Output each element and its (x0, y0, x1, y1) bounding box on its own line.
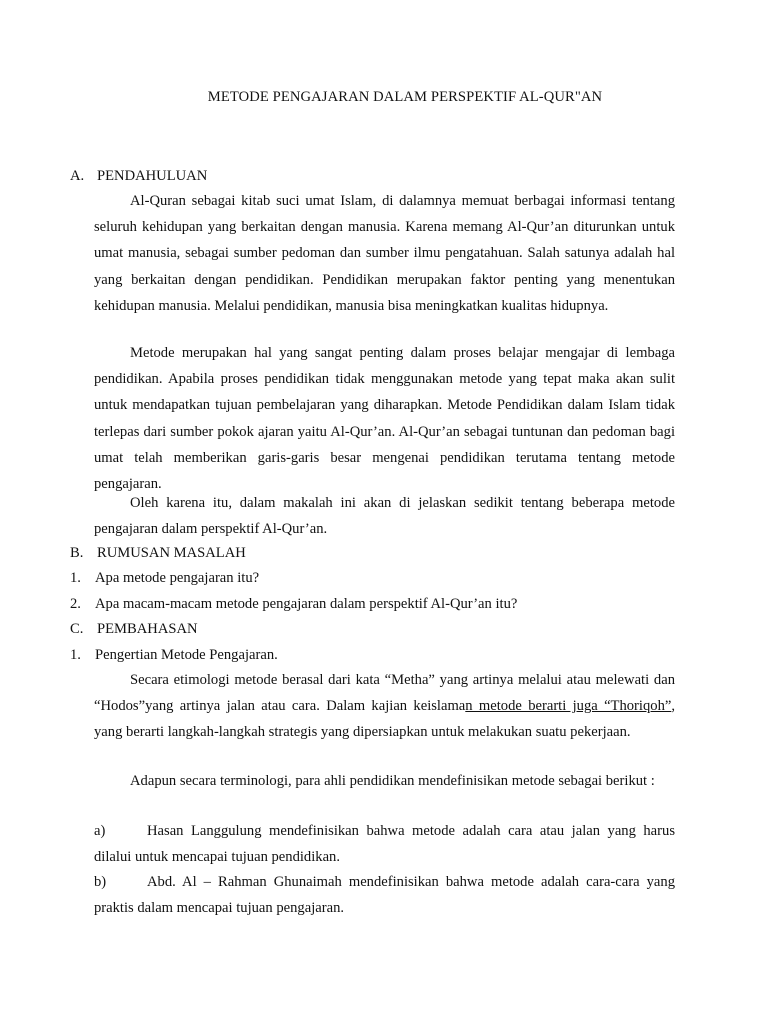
section-a-heading (70, 168, 207, 185)
intro-paragraph-1 (94, 188, 675, 319)
question-item-1 (70, 570, 259, 587)
intro-paragraph-3 (94, 490, 675, 542)
subsection-1-title: Pengertian Metode Pengajaran. (95, 647, 278, 663)
etymology-underlined-text: n metode berarti juga “Thoriqoh” (465, 698, 672, 715)
subsection-1-marker: 1. (70, 647, 81, 663)
intro-paragraph-2-text: Metode merupakan hal yang sangat penting dalam proses belajar mengajar di lembaga pendidikan. Apabila proses pendidikan tidak menggunakan metode yang tepat maka akan sulit untuk mendapatkan tujuan pembelajaran yang diharapkan. Metode Pendidikan dalam Islam tidak terlepas dari sumber pokok ajaran yaitu Al-Qur’an. Al-Qur’an sebagai tuntunan dan pedoman bagi umat telah memberikan garis-garis besar mengenai pendidikan terutama tentang metode pengajaran. (94, 345, 675, 493)
etymology-text-part-2: , yang berarti langkah-langkah strategis yang dipersiapkan untuk melakukan suatu pekerjaan. (94, 698, 675, 741)
section-c-heading (70, 621, 198, 638)
definition-item-a-text: Hasan Langgulung mendefinisikan bahwa metode adalah cara atau jalan yang harus dilalui untuk mencapai tujuan pendidikan. (94, 823, 675, 866)
etymology-text-part-1: Secara etimologi metode berasal dari kata “Metha” yang artinya melalui atau melewati dan “Hodos”yang artinya jalan atau cara. Dalam kajian keislama (94, 672, 675, 715)
definition-item-a (94, 818, 675, 870)
question-item-1-text: Apa metode pengajaran itu? (95, 570, 260, 586)
section-b-heading (70, 545, 246, 562)
definition-item-b-text: Abd. Al – Rahman Ghunaimah mendefinisikan bahwa metode adalah cara-cara yang praktis dalam mencapai tujuan pengajaran. (94, 874, 675, 917)
etymology-paragraph (94, 667, 675, 746)
subsection-1-heading (70, 647, 278, 664)
intro-paragraph-1-text: Al-Quran sebagai kitab suci umat Islam, di dalamnya memuat berbagai informasi tentang seluruh kehidupan yang berkaitan dengan manusia. Karena memang Al-Qur’an diturunkan untuk umat manusia, sebagai sumber pedoman dan sumber ilmu pengatahuan. Salah satunya adalah hal yang berkaitan dengan pendidikan. Pendidikan merupakan faktor penting yang menentukan kehidupan manusia. Melalui pendidikan, manusia bisa meningkatkan kualitas hidupnya. (94, 193, 675, 314)
document-title: METODE PENGAJARAN DALAM PERSPEKTIF AL-QUR"AN (207, 89, 603, 105)
definition-item-b-marker: b) (94, 874, 107, 890)
question-item-2-text: Apa macam-macam metode pengajaran dalam perspektif Al-Qur’an itu? (95, 596, 518, 612)
definition-item-b (94, 869, 675, 921)
section-a-marker: A. (70, 168, 85, 184)
question-item-1-marker: 1. (70, 570, 81, 586)
section-b-title: RUMUSAN MASALAH (97, 545, 246, 561)
section-b-marker: B. (70, 545, 84, 561)
terminology-paragraph (94, 768, 675, 794)
question-item-2-marker: 2. (70, 596, 81, 612)
intro-paragraph-3-text: Oleh karena itu, dalam makalah ini akan di jelaskan sedikit tentang beberapa metode pengajaran dalam perspektif Al-Qur’an. (94, 495, 675, 538)
section-a-title: PENDAHULUAN (97, 168, 208, 184)
terminology-text: Adapun secara terminologi, para ahli pendidikan mendefinisikan metode sebagai berikut : (130, 773, 655, 789)
question-item-2 (70, 596, 517, 613)
definition-item-a-marker: a) (94, 823, 106, 839)
section-c-title: PEMBAHASAN (97, 621, 198, 637)
section-c-marker: C. (70, 621, 84, 637)
intro-paragraph-2 (94, 340, 675, 497)
